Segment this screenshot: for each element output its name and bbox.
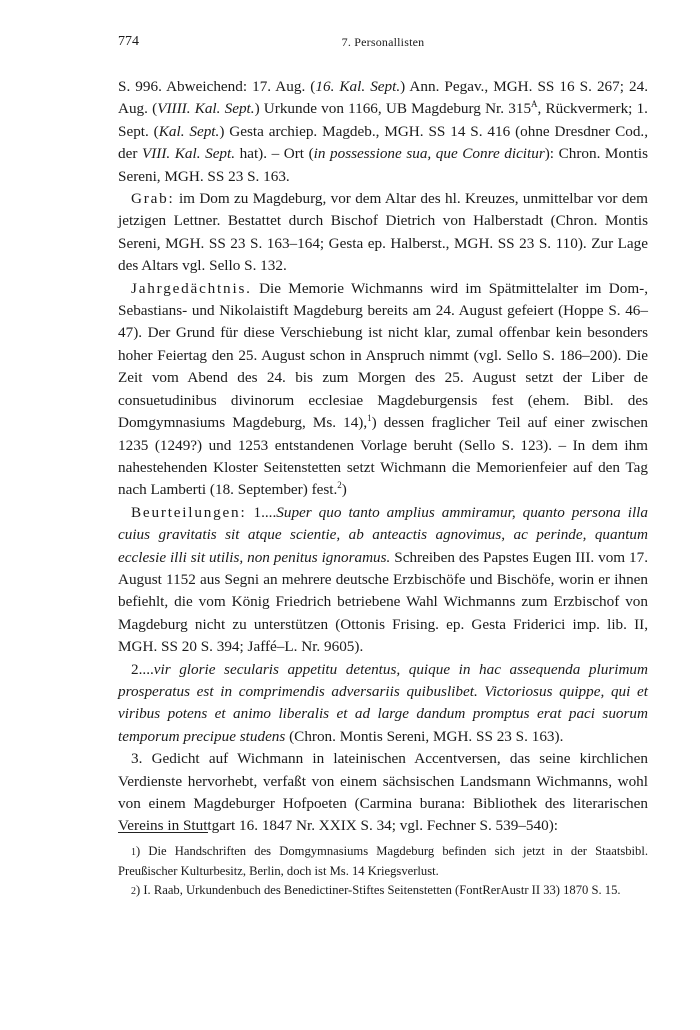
paragraph-jahrgedaechtnis [118,278,648,502]
superscript: A [531,99,538,110]
latin-quote: Super quo tanto amplius ammiramur, quanto persona illa cuius gravitatis sit atque scientie, ab anteactis agnovimus, ac perinde, quantum ecclesie illi sit utilis, non penitus ignoramus. [118,503,648,566]
text-run: ) Gesta archiep. Magdeb., MGH. SS 14 S. 416 (ohne Dresdner Cod., der [118,122,649,163]
footnote-1 [118,842,648,881]
paragraph-date-variants [118,76,648,188]
text-run: , Rückvermerk; 1. Sept. ( [118,100,648,140]
text-run: ) [341,481,347,499]
footnotes [118,842,648,901]
text-run: hat). – Ort ( [235,145,314,163]
text-run: 1.... [246,503,277,521]
footnote-ref-2: 2 [337,480,342,491]
footnote-mark: 2 [131,886,136,897]
paragraph-grab [118,188,648,278]
italic-text: 16. Kal. Sept. [315,78,401,95]
italic-text: VIII. Kal. Sept. [141,145,236,163]
page-number: 774 [118,34,139,49]
text-run: 2.... [131,660,154,678]
section-label: Grab: [131,190,175,208]
body-text [118,76,648,838]
latin-quote: vir glorie secularis appetitu detentus, quique in hac assequenda plurimum prosperatus est in comprimendis adversariis quibuslibet. Victoriosus quippe, qui et viribus potens et animo liberalis et ad large dandum promptus erat paci suorum temporum precipue studens [118,660,648,745]
section-title: 7. Personallisten [341,35,425,49]
paragraph-item-2 [118,659,648,749]
text-run: Schreiben des Papstes Eugen III. vom 17. August 1152 aus Segni an mehrere deutsche Erzbischöfe und Bischöfe, worin er ihnen befiehlt, die vom König Friedrich betriebene Wahl Wichmanns zum Erzbischof von Magdeburg nicht zu unterstützen (Ottonis Frising. ep. Gesta Friderici imp. lib. II, MGH. SS 20 S. 394; Jaffé–L. Nr. 9605). [118,548,648,656]
footnote-divider [118,832,208,833]
italic-text: in possessione sua, que Conre dicitur [313,145,545,163]
text-run: S. 996. Abweichend: 17. Aug. ( [118,78,316,95]
italic-text: VIIII. Kal. Sept. [157,100,255,118]
text-run: im Dom zu Magdeburg, vor dem Altar des hl. Kreuzes, unmittelbar vor dem jetzigen Lettner. Bestattet durch Bischof Dietrich von Halberstadt (Chron. Montis Sereni, MGH. SS 23 S. 163–164; Gesta ep. Halberst., MGH. SS 23 S. 110). Zur Lage des Altars vgl. Sello S. 132. [118,190,648,275]
text-run: ): Chron. Montis Sereni, MGH. SS 23 S. 163. [118,145,648,185]
footnote-mark: 1 [131,847,136,858]
paragraph-item-3 [118,748,648,838]
section-label: Beurteilungen: [131,503,247,521]
text-run: ) Urkunde von 1166, UB Magdeburg Nr. 315 [254,100,532,118]
running-head [118,34,648,52]
text-run: ) dessen fraglicher Teil auf einer zwischen 1235 (1249?) und 1253 entstandenen Vorlage beruht (Sello S. 123). – In dem ihm nahestehenden Kloster Seitenstetten setzt Wichmann die Memorienfeier auf den Tag nach Lamberti (18. September) fest. [118,414,648,499]
italic-text: Kal. Sept. [158,122,220,140]
text-run: (Chron. Montis Sereni, MGH. SS 23 S. 163). [285,727,564,745]
footnote-text: ) Die Handschriften des Domgymnasiums Magdeburg befinden sich jetzt in der Staatsbibl. Preußischer Kulturbesitz, Berlin, doch ist Ms. 14 Kriegsverlust. [118,844,648,878]
text-run: Die Memorie Wichmanns wird im Spätmittelalter im Dom-, Sebastians- und Nikolaistift Magdeburg bereits am 24. August gefeiert (Hoppe S. 46–47). Der Grund für diese Verschiebung ist nicht klar, zumal offenbar kein besonders hoher Feiertag den 25. August schon in Anspruch nimmt (vgl. Sello S. 186–200). Die Zeit vom Abend des 24. bis zum Morgen des 25. August setzt der Liber de consuetudinibus divinorum ecclesiae Magdeburgensis fest (ehem. Bibl. des Domgymnasiums Magdeburg, Ms. 14), [118,279,648,432]
section-label: Jahrgedächtnis. [131,279,252,297]
text-run: ) Ann. Pegav., MGH. SS 16 S. 267; 24. Aug. ( [118,78,648,118]
paragraph-beurteilungen [118,502,648,659]
footnote-text: ) I. Raab, Urkundenbuch des Benedictiner-Stiftes Seitenstetten (FontRerAustr II 33) 1870 S. 15. [136,883,621,897]
footnote-ref-1: 1 [367,413,372,424]
text-run: 3. Gedicht auf Wichmann in lateinischen Accentversen, das seine kirchlichen Verdienste hervorhebt, verfaßt von einem sächsischen Landsmann Wichmanns, wohl von einem Magdeburger Hofpoeten (Carmina burana: Bibliothek des literarischen Vereins in Stuttgart 16. 1847 Nr. XXIX S. 34; vgl. Fechner S. 539–540): [118,750,648,835]
footnote-2 [118,881,648,901]
